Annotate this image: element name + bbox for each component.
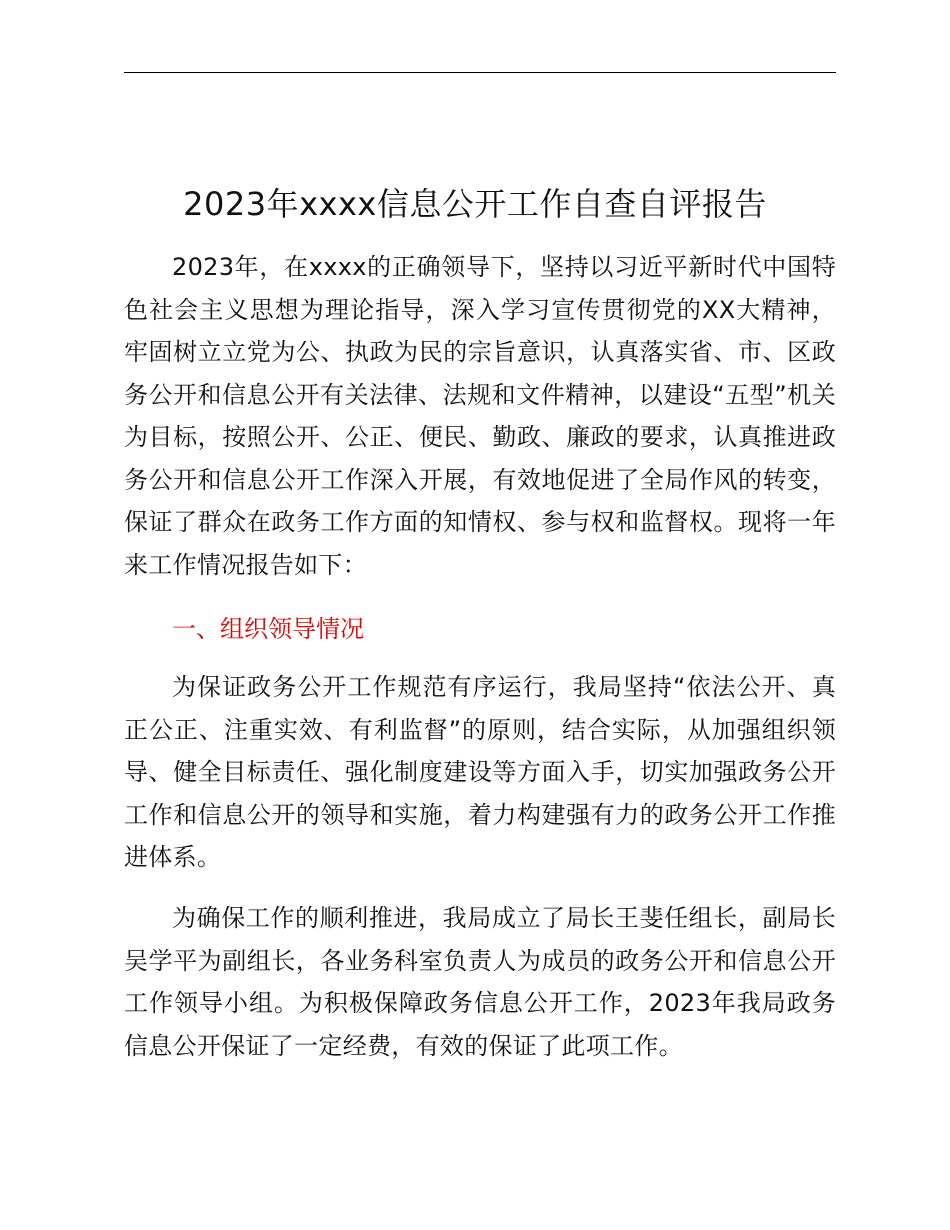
section1-paragraph-2: 为确保工作的顺利推进，我局成立了局长王斐任组长，副局长吴学平为副组长，各业务科室负责人为成员的政务公开和信息公开工作领导小组。为积极保障政务信息公开工作，2023年我局政务信息公开保证了一定经费，有效的保证了此项工作。 xyxy=(124,904,836,1060)
page-title: 2023年xxxx信息公开工作自查自评报告 xyxy=(183,185,767,223)
section1-paragraph-1: 为保证政务公开工作规范有序运行，我局坚持“依法公开、真正公正、注重实效、有利监督”的原则，结合实际，从加强组织领导、健全目标责任、强化制度建设等方面入手，切实加强政务公开工作和信息公开的领导和实施，着力构建强有力的政务公开工作推进体系。 xyxy=(124,673,836,871)
header-rule xyxy=(124,72,836,73)
intro-paragraph: 2023年，在xxxx的正确领导下，坚持以习近平新时代中国特色社会主义思想为理论指导，深入学习宣传贯彻党的XX大精神，牢固树立立党为公、执政为民的宗旨意识，认真落实省、市、区政务公开和信息公开有关法律、法规和文件精神，以建设“五型”机关为目标，按照公开、公正、便民、勤政、廉政的要求，认真推进政务公开和信息公开工作深入开展，有效地促进了全局作风的转变，保证了群众在政务工作方面的知情权、参与权和监督权。现将一年来工作情况报告如下： xyxy=(124,253,836,579)
section-heading-1: 一、组织领导情况 xyxy=(172,615,364,643)
